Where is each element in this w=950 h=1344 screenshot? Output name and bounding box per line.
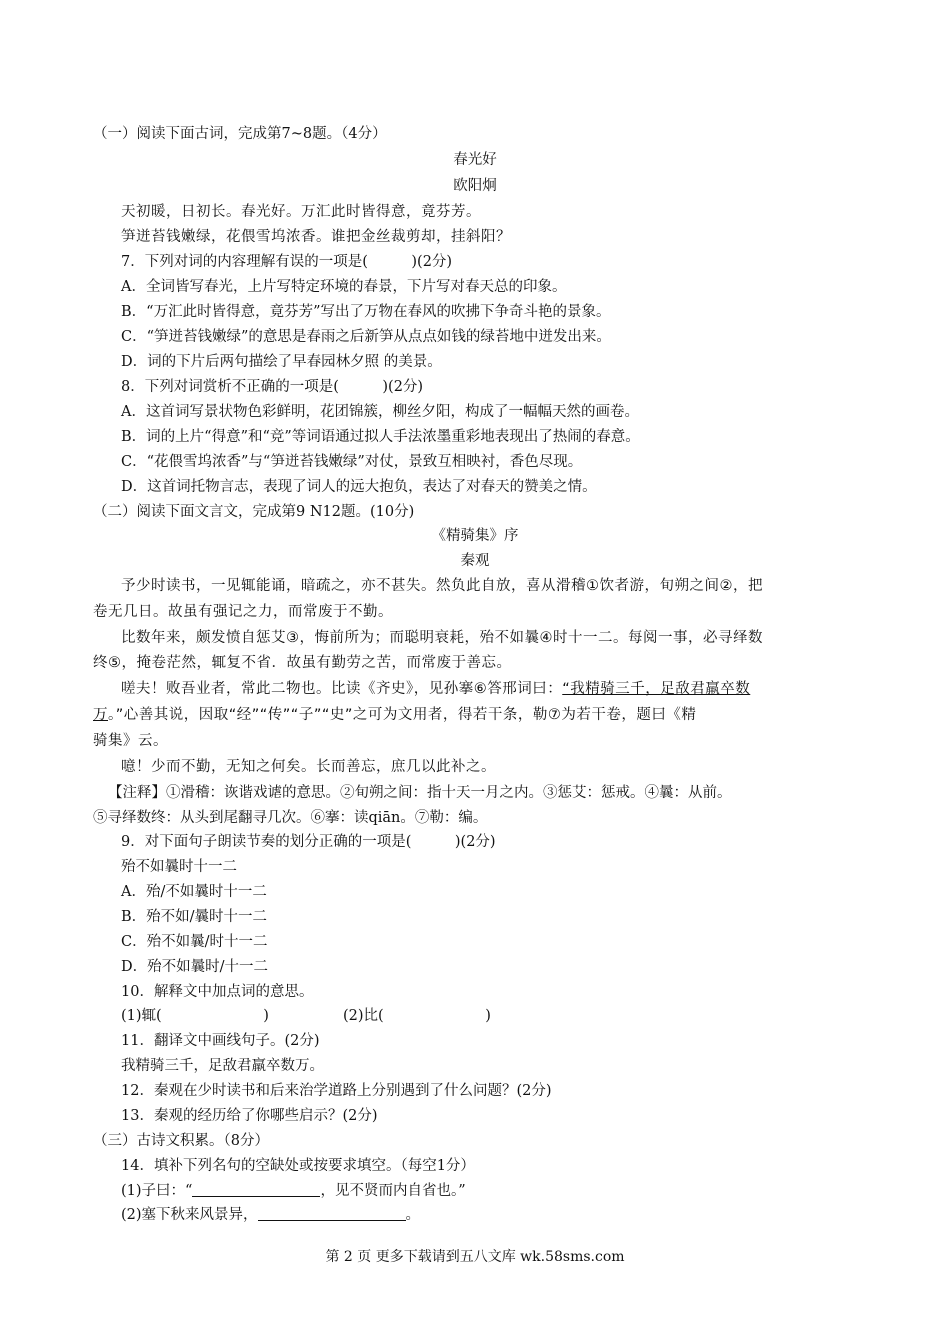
essay-p1-line2: 卷无几日。故虽有强记之力，而常废于不勤。	[93, 604, 393, 620]
q7-option-c: C．“笋迸苔钱嫩绿”的意思是春雨之后新笋从点点如钱的绿苔地中迸发出来。	[121, 329, 611, 345]
essay-p3-line3: 骑集》云。	[93, 733, 168, 749]
section2-heading: （二）阅读下面文言文，完成第9 N12题。(10分)	[93, 504, 415, 520]
q9-option-d: D．殆不如曩时/十一二	[121, 959, 269, 975]
q9-option-b: B．殆不如/曩时十一二	[121, 909, 268, 925]
poem-author: 欧阳炯	[453, 178, 497, 194]
essay-p3-line2	[93, 705, 696, 725]
essay-p1-line1: 予少时读书，一见辄能诵，暗疏之，亦不甚失。然负此自放，喜从滑稽①饮者游，旬朔之间②，把	[121, 578, 763, 594]
q7-stem: 7．下列对词的内容理解有误的一项是( )(2分)	[121, 254, 453, 270]
q9-stem: 9．对下面句子朗读节奏的划分正确的一项是( )(2分)	[121, 834, 496, 850]
q11-sentence: 我精骑三千，足敌君羸卒数万。	[121, 1058, 324, 1074]
poem-line-1: 天初暖，日初长。春光好。万汇此时皆得意，竟芬芳。	[121, 204, 481, 220]
essay-p3-line1-text: 嗟夫！败吾业者，常此二物也。比读《齐史》，见孙搴⑥答邢词曰：	[121, 681, 563, 697]
q10-item2: (2)比( )	[343, 1008, 491, 1024]
q14-item1-prefix: (1)子曰：“	[121, 1183, 193, 1199]
q7-option-d: D．词的下片后两句描绘了早春园林夕照 的美景。	[121, 354, 442, 370]
q9-option-c: C．殆不如曩/时十一二	[121, 934, 268, 950]
notes-line1: 【注释】①滑稽：诙谐戏谑的意思。②旬朔之间：指十天一月之内。③惩艾：惩戒。④曩：从前。	[108, 785, 732, 801]
q7-option-a: A．全词皆写春光，上片写特定环境的春景，下片写对春天总的印象。	[121, 279, 567, 295]
underlined-sentence-part2: 万	[93, 707, 108, 723]
q14-item2	[121, 1205, 420, 1225]
essay-p4: 噫！少而不勤，无知之何矣。长而善忘，庶几以此补之。	[121, 759, 496, 775]
q11-stem: 11．翻译文中画线句子。(2分)	[121, 1033, 320, 1049]
q14-item1-suffix: ，见不贤而内自省也。”	[320, 1183, 466, 1199]
section1-heading: （一）阅读下面古词，完成第7~8题。（4分）	[93, 126, 387, 142]
q12-stem: 12．秦观在少时读书和后来治学道路上分别遇到了什么问题？(2分)	[121, 1083, 552, 1099]
q14-item2-suffix: 。	[405, 1207, 421, 1223]
q8-stem: 8．下列对词赏析不正确的一项是( )(2分)	[121, 379, 424, 395]
notes-line2: ⑤寻绎数终：从头到尾翻寻几次。⑥搴：读qiān。⑦勒：编。	[93, 810, 488, 826]
essay-author: 秦观	[460, 553, 490, 569]
q8-option-c: C．“花偎雪坞浓香”与“笋迸苔钱嫩绿”对仗，景致互相映衬，香色尽现。	[121, 454, 583, 470]
q9-sentence: 殆不如曩时十一二	[121, 859, 237, 875]
q14-item2-prefix: (2)塞下秋来风景异，	[121, 1207, 258, 1223]
page-footer: 第 2 页 更多下载请到五八文库 wk.58sms.com	[325, 1249, 625, 1265]
q8-option-b: B．词的上片“得意”和“竞”等词语通过拟人手法浓墨重彩地表现出了热闹的春意。	[121, 429, 640, 445]
section3-heading: （三）古诗文积累。（8分）	[93, 1133, 269, 1149]
poem-line-2: 笋迸苔钱嫩绿，花偎雪坞浓香。谁把金丝裁剪却，挂斜阳？	[121, 229, 511, 245]
q14-stem: 14．填补下列名句的空缺处或按要求填空。（每空1分）	[121, 1158, 475, 1174]
q13-stem: 13．秦观的经历给了你哪些启示？(2分)	[121, 1108, 378, 1124]
q7-option-b: B．“万汇此时皆得意，竟芬芳”写出了万物在春风的吹拂下争奇斗艳的景象。	[121, 304, 611, 320]
poem-title: 春光好	[453, 152, 497, 168]
q8-option-d: D．这首词托物言志，表现了词人的远大抱负，表达了对春天的赞美之情。	[121, 479, 597, 495]
underlined-sentence-part1: “我精骑三千，足敌君羸卒数	[562, 681, 751, 697]
essay-p2-line2: 终⑤，掩卷茫然，辄复不省．故虽有勤劳之苦，而常废于善忘。	[93, 655, 512, 671]
answer-blank-2[interactable]	[258, 1206, 406, 1221]
answer-blank-1[interactable]	[192, 1182, 320, 1197]
q9-option-a: A．殆/不如曩时十一二	[121, 884, 267, 900]
q10-item1: (1)辄( )	[121, 1008, 269, 1024]
q14-item1	[121, 1181, 466, 1201]
essay-title: 《精骑集》序	[431, 528, 519, 544]
q8-option-a: A．这首词写景状物色彩鲜明，花团锦簇，柳丝夕阳，构成了一幅幅天然的画卷。	[121, 404, 639, 420]
essay-p3-line1	[121, 679, 750, 699]
q10-stem: 10．解释文中加点词的意思。	[121, 984, 314, 1000]
essay-p2-line1: 比数年来，颇发愤自惩艾③，悔前所为；而聪明衰耗，殆不如曩④时十一二。每阅一事，必寻绎数	[121, 630, 763, 646]
essay-p3-line2-text: 。”心善其说，因取“经”“传”“子”“史”之可为文用者，得若干条，勒⑦为若干卷，题曰《精	[108, 707, 697, 723]
